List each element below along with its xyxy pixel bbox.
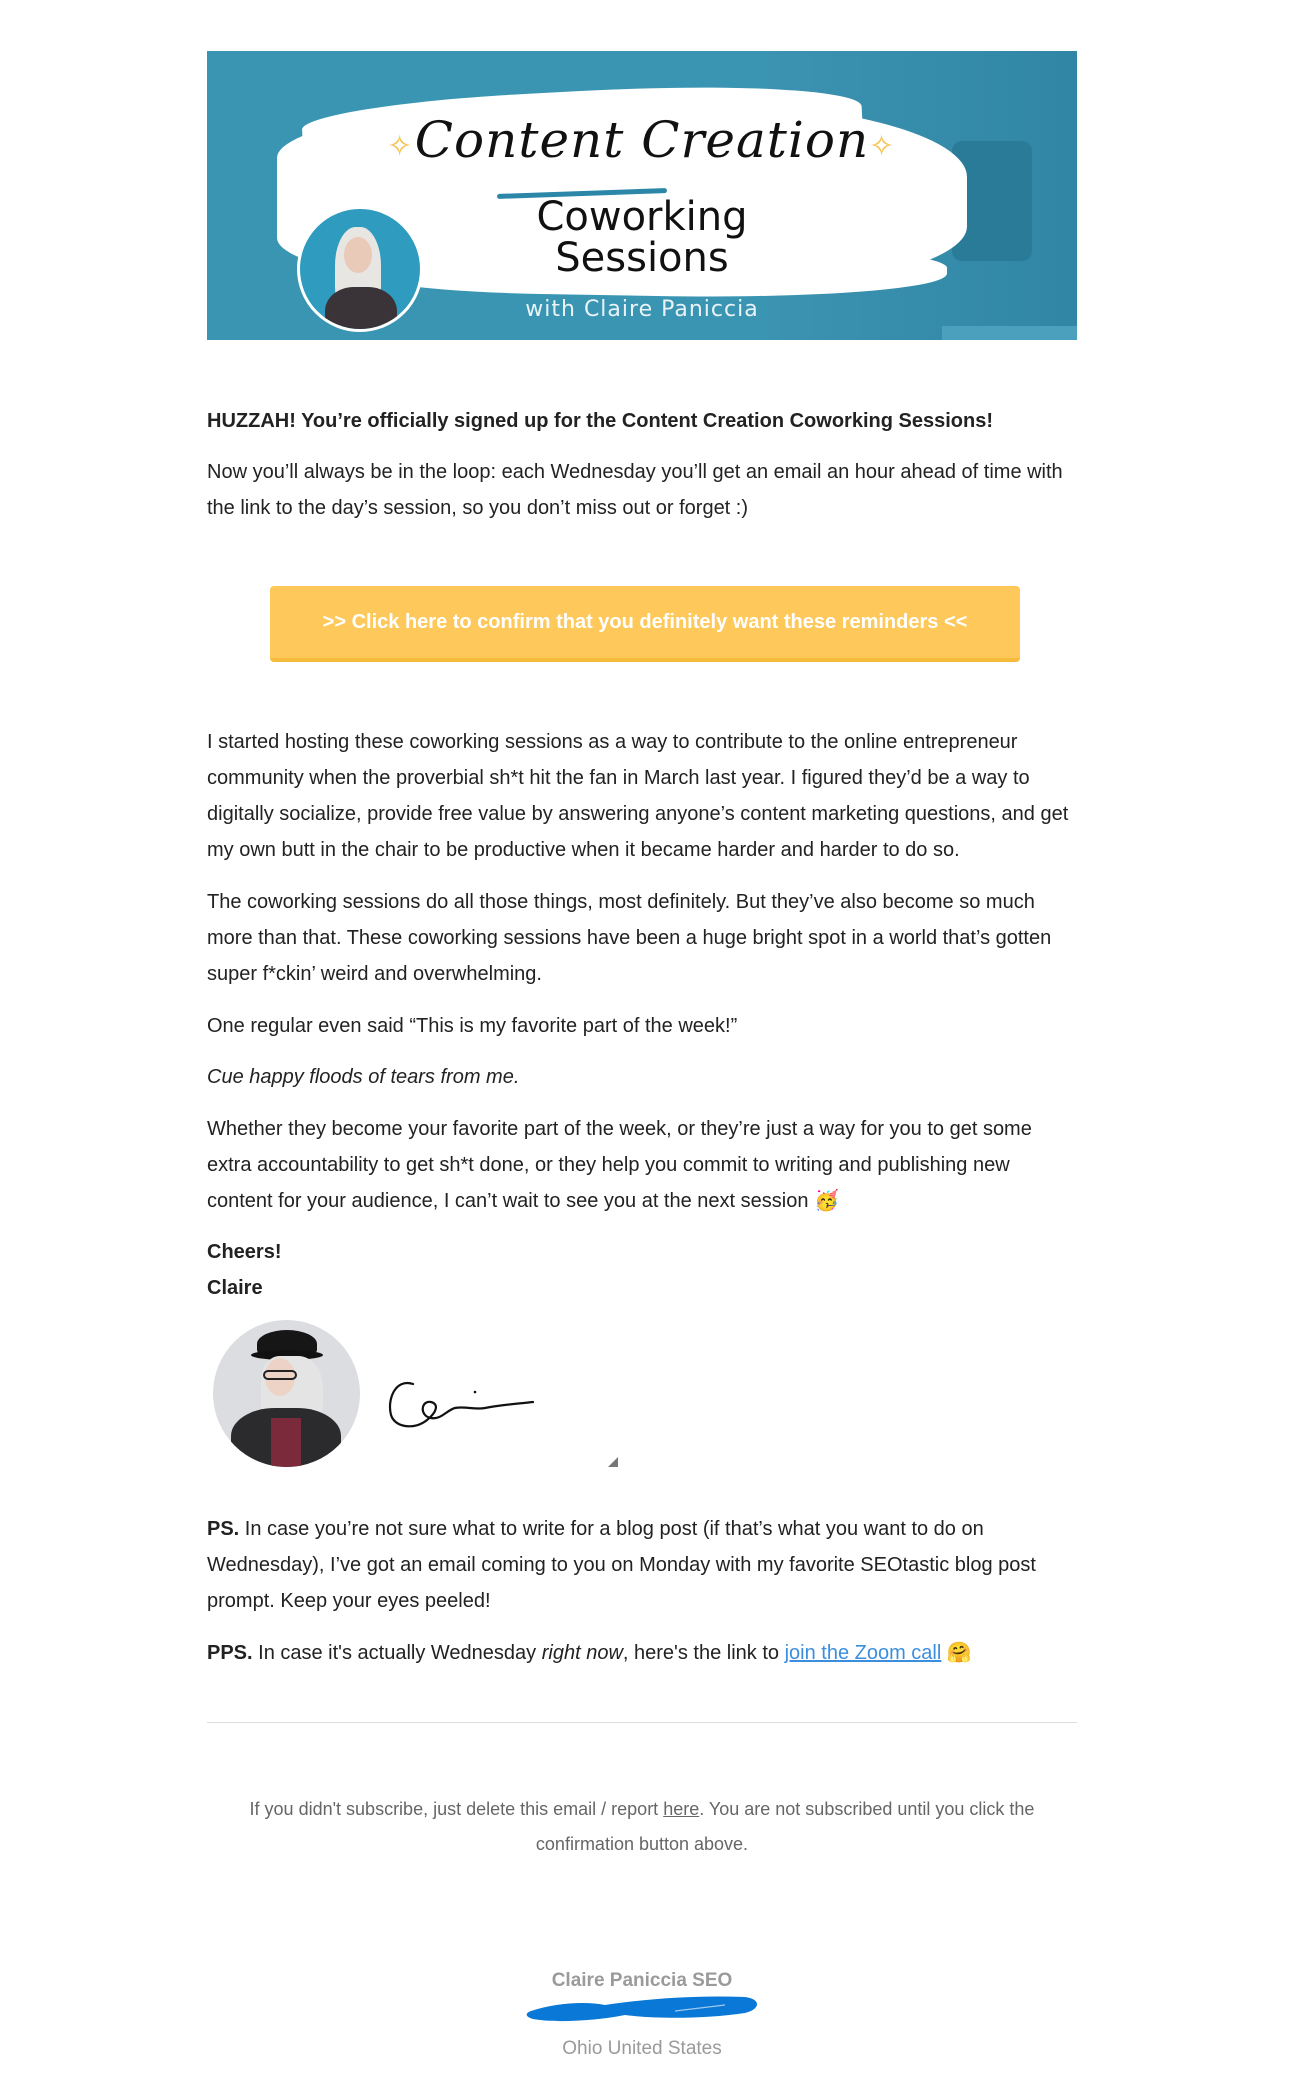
sparkle-icon: ✧ — [869, 130, 895, 163]
join-zoom-call-link[interactable]: join the Zoom call — [784, 1642, 942, 1664]
footer-text-after: . You are not subscribed until you click the confirmation button above. — [535, 1799, 1035, 1854]
footer-location: Ohio United States — [562, 2038, 722, 2059]
hugging-face-emoji-icon: 🤗 — [946, 1642, 972, 1664]
resize-handle-icon[interactable] — [608, 1457, 618, 1467]
banner-title-line1: Coworking — [536, 194, 748, 240]
partying-face-emoji-icon: 🥳 — [814, 1190, 839, 1212]
intro-paragraph: Now you’ll always be in the loop: each Wednesday you’ll get an email an hour ahead of time with the link to the day’s session, so you don’t miss out or forget :) — [207, 461, 1063, 519]
body-paragraph-3: One regular even said “This is my favorite part of the week!” — [207, 1015, 738, 1037]
body-paragraph-5-text: Whether they become your favorite part of the week, or they’re just a way for you to get some extra accountability to get sh*t done, or they help you commit to writing and publishing new content for your audience, I can’t wait to see you at the next session — [207, 1118, 1032, 1212]
photo-face — [344, 237, 372, 273]
photo-body — [325, 287, 397, 332]
confirm-subscription-button[interactable]: >> Click here to confirm that you definitely want these reminders << — [270, 586, 1020, 662]
body-paragraph-5 — [207, 1111, 1077, 1219]
author-avatar — [213, 1320, 360, 1467]
intro-headline: HUZZAH! You’re officially signed up for the Content Creation Coworking Sessions! — [207, 410, 993, 432]
footer-notice — [207, 1792, 1077, 1862]
ps-text: In case you’re not sure what to write for a blog post (if that’s what you want to do on Wednesday), I’ve got an email coming to you on Monday with my favorite SEOtastic blog post prompt. Keep your eyes peeled! — [207, 1518, 1036, 1612]
signoff-cheers: Cheers! — [207, 1241, 282, 1263]
footer-company-name: Claire Paniccia SEO — [551, 1970, 733, 1991]
avatar-shirt — [271, 1418, 301, 1467]
ps-paragraph — [207, 1511, 1077, 1619]
banner-script-title: Content Creation — [414, 111, 870, 169]
pps-paragraph — [207, 1635, 1077, 1671]
report-here-link[interactable]: here — [663, 1799, 700, 1819]
body-paragraph-2: The coworking sessions do all those things, most definitely. But they’ve also become so much more than that. These coworking sessions have been a huge bright spot in a world that’s gotten super f*ckin’ weird and overwhelming. — [207, 891, 1052, 985]
ps-label: PS. — [207, 1518, 240, 1540]
banner-background-shelf — [942, 326, 1077, 340]
pps-italic: right now — [541, 1642, 623, 1664]
sparkle-icon: ✧ — [387, 130, 413, 163]
signoff-name: Claire — [207, 1277, 263, 1299]
pps-label: PPS. — [207, 1642, 253, 1664]
banner-subtitle: with Claire Paniccia — [525, 297, 759, 322]
banner-title-line2: Sessions — [555, 235, 729, 281]
footer-divider — [207, 1722, 1077, 1723]
redacted-address-scribble — [525, 1993, 761, 2023]
body-paragraph-italic: Cue happy floods of tears from me. — [207, 1066, 520, 1088]
avatar-glasses — [263, 1370, 297, 1380]
banner-host-photo — [297, 206, 423, 332]
pps-text-before: In case it's actually Wednesday — [252, 1642, 542, 1664]
header-banner — [207, 51, 1077, 340]
pps-text-after: , here's the link to — [622, 1642, 785, 1664]
handwritten-signature — [385, 1370, 540, 1435]
footer-text-before: If you didn't subscribe, just delete this email / report — [249, 1799, 664, 1819]
body-paragraph-1: I started hosting these coworking sessions as a way to contribute to the online entrepreneur community when the proverbial sh*t hit the fan in March last year. I figured they’d be a way to digitally socialize, provide free value by answering anyone’s content marketing questions, and get my own butt in the chair to be productive when it became harder and harder to do so. — [207, 731, 1069, 861]
